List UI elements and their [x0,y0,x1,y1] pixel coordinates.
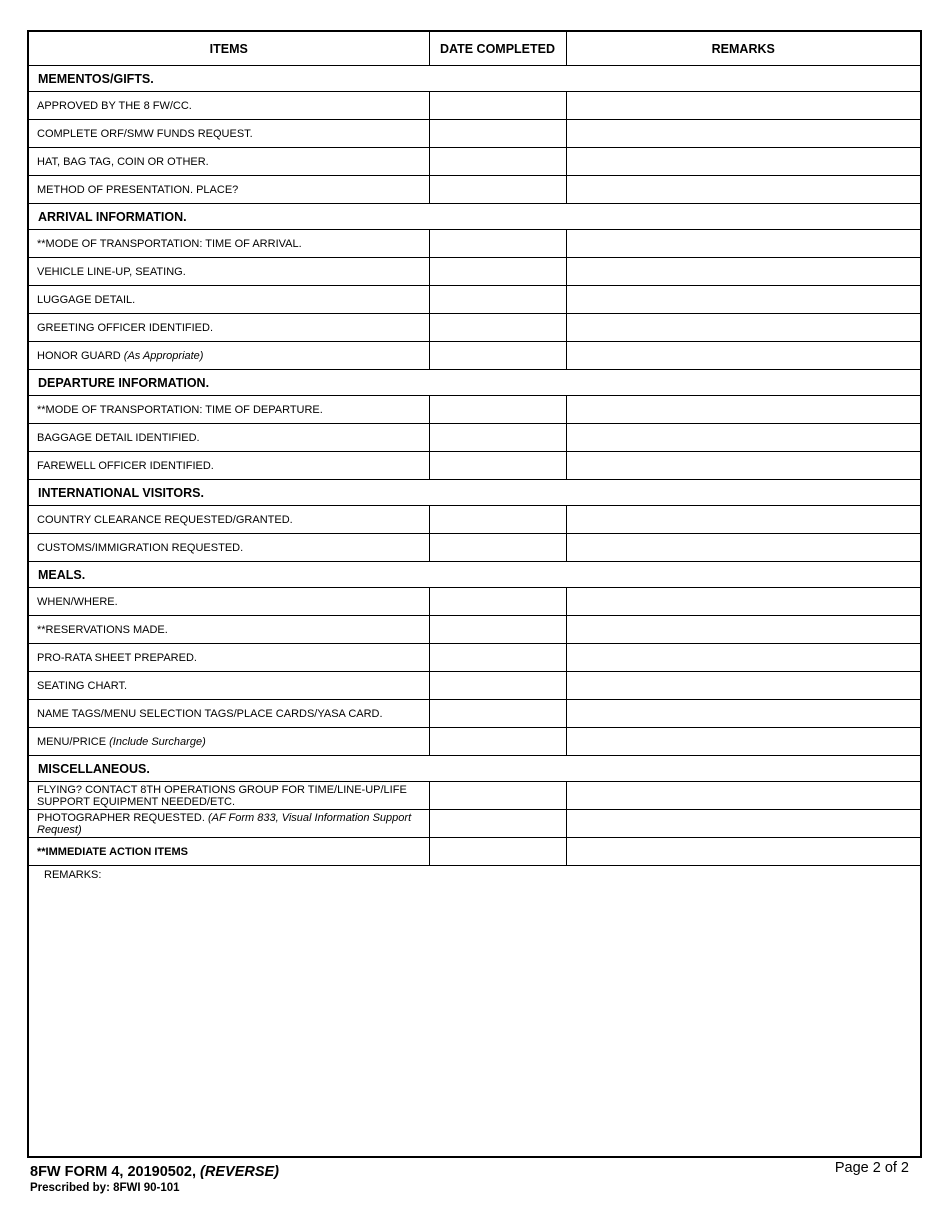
checklist-item [29,452,429,480]
remarks-cell[interactable] [566,342,920,370]
date-completed-cell[interactable] [429,782,566,810]
item-text: COMPLETE ORF/SMW FUNDS REQUEST. [37,127,253,140]
checklist-item [29,616,429,644]
checklist-row [29,810,920,838]
checklist-row [29,424,920,452]
date-completed-cell[interactable] [429,314,566,342]
form-identifier [30,1164,279,1180]
item-text: **MODE OF TRANSPORTATION: TIME OF DEPARTURE. [37,403,323,416]
remarks-cell[interactable] [566,314,920,342]
date-completed-cell[interactable] [429,120,566,148]
remarks-cell[interactable] [566,92,920,120]
date-completed-cell[interactable] [429,342,566,370]
checklist-item [29,506,429,534]
checklist-row [29,230,920,258]
section-row [29,480,920,506]
checklist-table [29,32,920,866]
checklist-item [29,148,429,176]
checklist-item [29,258,429,286]
section-title: MEALS. [29,562,920,588]
remarks-cell[interactable] [566,176,920,204]
form-id-suffix: (REVERSE) [200,1164,280,1180]
prescribed-by: Prescribed by: 8FWI 90-101 [30,1182,180,1194]
column-header-remarks: REMARKS [566,32,920,66]
checklist-row [29,534,920,562]
item-text: VEHICLE LINE-UP, SEATING. [37,265,186,278]
checklist-item [29,396,429,424]
remarks-cell[interactable] [566,588,920,616]
remarks-cell[interactable] [566,728,920,756]
remarks-cell[interactable] [566,424,920,452]
section-title: MEMENTOS/GIFTS. [29,66,920,92]
date-completed-cell[interactable] [429,534,566,562]
item-text: **MODE OF TRANSPORTATION: TIME OF ARRIVAL. [37,237,302,250]
date-completed-cell[interactable] [429,396,566,424]
date-completed-cell[interactable] [429,424,566,452]
checklist-row [29,672,920,700]
checklist-item [29,644,429,672]
checklist-item [29,534,429,562]
form-id-text: 8FW FORM 4, 20190502, [30,1164,201,1180]
date-completed-cell[interactable] [429,148,566,176]
remarks-cell[interactable] [566,534,920,562]
checklist-row [29,176,920,204]
remarks-cell[interactable] [566,148,920,176]
header-row [29,32,920,66]
checklist-item [29,672,429,700]
remarks-cell[interactable] [566,838,920,866]
section-row [29,66,920,92]
checklist-row [29,644,920,672]
checklist-item [29,424,429,452]
date-completed-cell[interactable] [429,506,566,534]
date-completed-cell[interactable] [429,672,566,700]
remarks-area[interactable] [29,866,920,1146]
item-text: HAT, BAG TAG, COIN OR OTHER. [37,155,209,168]
date-completed-cell[interactable] [429,230,566,258]
remarks-cell[interactable] [566,700,920,728]
remarks-cell[interactable] [566,452,920,480]
item-text: METHOD OF PRESENTATION. PLACE? [37,183,239,196]
checklist-row [29,588,920,616]
date-completed-cell[interactable] [429,838,566,866]
date-completed-cell[interactable] [429,176,566,204]
section-title: DEPARTURE INFORMATION. [29,370,920,396]
checklist-item [29,588,429,616]
checklist-item [29,810,429,838]
section-row [29,204,920,230]
date-completed-cell[interactable] [429,452,566,480]
checklist-row [29,92,920,120]
remarks-cell[interactable] [566,258,920,286]
checklist-item [29,120,429,148]
date-completed-cell[interactable] [429,92,566,120]
checklist-item [29,286,429,314]
item-text: **IMMEDIATE ACTION ITEMS [37,845,188,858]
checklist-row [29,838,920,866]
checklist-row [29,258,920,286]
remarks-cell[interactable] [566,672,920,700]
checklist-row [29,314,920,342]
column-header-date-completed: DATE COMPLETED [429,32,566,66]
checklist-item [29,230,429,258]
section-title: INTERNATIONAL VISITORS. [29,480,920,506]
item-note: (As Appropriate) [123,349,204,362]
remarks-cell[interactable] [566,644,920,672]
item-note: (Include Surcharge) [109,735,206,748]
item-text: GREETING OFFICER IDENTIFIED. [37,321,214,334]
checklist-item [29,700,429,728]
checklist-row [29,616,920,644]
checklist-item [29,782,429,810]
remarks-cell[interactable] [566,230,920,258]
section-title: ARRIVAL INFORMATION. [29,204,920,230]
page-number: Page 2 of 2 [834,1160,909,1176]
checklist-row [29,506,920,534]
column-header-items: ITEMS [29,32,429,66]
checklist-row [29,728,920,756]
item-text: COUNTRY CLEARANCE REQUESTED/GRANTED. [37,513,293,526]
checklist-item [29,176,429,204]
date-completed-cell[interactable] [429,644,566,672]
remarks-cell[interactable] [566,810,920,838]
form-footer [30,1164,279,1194]
date-completed-cell[interactable] [429,616,566,644]
checklist-item [29,728,429,756]
date-completed-cell[interactable] [429,810,566,838]
remarks-label: REMARKS: [44,869,102,881]
checklist-row [29,120,920,148]
checklist-item [29,838,429,866]
date-completed-cell[interactable] [429,700,566,728]
remarks-cell[interactable] [566,286,920,314]
section-row [29,370,920,396]
item-text: CUSTOMS/IMMIGRATION REQUESTED. [37,541,244,554]
item-text: FAREWELL OFFICER IDENTIFIED. [37,459,214,472]
checklist-item [29,92,429,120]
checklist-row [29,700,920,728]
checklist-row [29,286,920,314]
item-text: LUGGAGE DETAIL. [37,293,136,306]
date-completed-cell[interactable] [429,728,566,756]
date-completed-cell[interactable] [429,258,566,286]
item-note: (AF Form 833, Visual Information Support Request) [37,811,412,836]
item-text: HONOR GUARD [37,349,124,362]
checklist-item [29,342,429,370]
date-completed-cell[interactable] [429,588,566,616]
checklist-row [29,452,920,480]
remarks-cell[interactable] [566,782,920,810]
item-text: FLYING? CONTACT 8TH OPERATIONS GROUP FOR TIME/LINE-UP/LIFE SUPPORT EQUIPMENT NEEDED/ETC. [37,783,407,808]
checklist-row [29,782,920,810]
item-text: PHOTOGRAPHER REQUESTED. [37,811,208,824]
remarks-cell[interactable] [566,616,920,644]
checklist-item [29,314,429,342]
remarks-cell[interactable] [566,506,920,534]
checklist-form [27,30,922,1158]
item-text: NAME TAGS/MENU SELECTION TAGS/PLACE CARDS/YASA CARD. [37,707,383,720]
item-text: BAGGAGE DETAIL IDENTIFIED. [37,431,200,444]
item-text: PRO-RATA SHEET PREPARED. [37,651,197,664]
item-text: APPROVED BY THE 8 FW/CC. [37,99,192,112]
section-row [29,562,920,588]
item-text: WHEN/WHERE. [37,595,118,608]
date-completed-cell[interactable] [429,286,566,314]
checklist-row [29,148,920,176]
checklist-row [29,396,920,424]
section-row [29,756,920,782]
checklist-row [29,342,920,370]
remarks-cell[interactable] [566,396,920,424]
remarks-cell[interactable] [566,120,920,148]
item-text: SEATING CHART. [37,679,128,692]
section-title: MISCELLANEOUS. [29,756,920,782]
item-text: MENU/PRICE [37,735,110,748]
item-text: **RESERVATIONS MADE. [37,623,168,636]
